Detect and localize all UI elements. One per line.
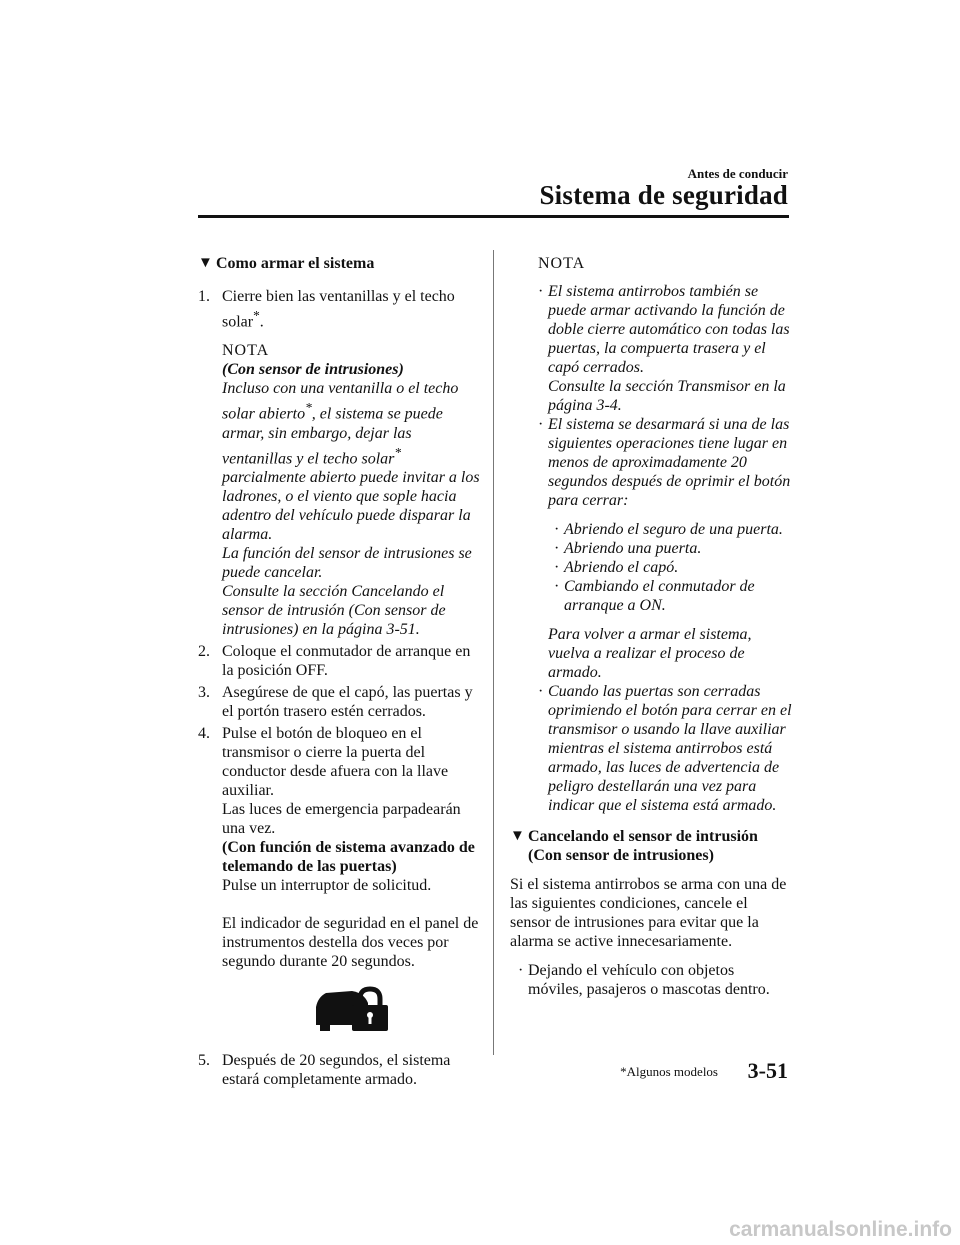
step-3: 3. Asegúrese de que el capó, las puertas y el portón trasero estén cerrados. [198,683,473,720]
triangle-icon: ▼ [510,828,525,844]
note-bullet: · Cuando las puertas son cerradas oprimiendo el botón para cerrar en el transmisor o usando la llave auxiliar mientras el sistema antirrobos está armado, las luces de advertencia de peligro destellarán una vez para indicar que el sistema está armado. [538,683,792,814]
header-rule [198,215,789,218]
list-item: · Abriendo el capó. [554,559,679,576]
note-intrusion: NOTA (Con sensor de intrusiones) Incluso con una ventanilla o el techo solar abierto*, el sistema se puede armar, sin embargo, dejar las ventanillas y el techo solar* parcialmente abierto puede invitar a los ladrones, o el viento que sople hacia adentro del vehículo puede disparar la alarma. La función del sensor de intrusiones se puede cancelar. Consulte la sección Cancelando el sensor de intrusión (Con sensor de intrusiones) en la página 3-51. [222,342,480,638]
footnote: *Algunos modelos [620,1064,718,1079]
note-label: NOTA [538,255,586,272]
cancel-paragraph: Si el sistema antirrobos se arma con una de las siguientes condiciones, cancele el sensor de intrusiones para evitar que la alarma se active innecesariamente. [510,876,787,950]
watermark: carmanualsonline.info [729,1218,952,1241]
note-bullet: · El sistema antirrobos también se puede armar activando la función de doble cierre automático con todas las puertas, la compuerta trasera y el capó cerrados. [538,283,790,376]
column-divider [493,250,494,1055]
right-column [510,254,792,999]
note-body: · El sistema antirrobos también se puede armar activando la función de doble cierre automático con todas las puertas, la compuerta trasera y el capó cerrados. Consulte la sección Transmisor en la página 3-4. · El sistema se desarmará si una de las siguientes operaciones tiene lugar en menos de aproximadamente 20 segundos después de oprimir el botón para cerrar: · Abriendo el seguro de una puerta. · Abriendo una puerta. · Abriendo el capó. · Cambiando el conmutador de arranque a ON. Para volver a armar el sistema, vuelva a realizar el proceso de armado. · Cuando las puertas son cerradas oprimiendo el botón para cerrar en el transmisor o usando la llave auxiliar mientras el sistema antirrobos está armado, las luces de advertencia de peligro destellarán una vez para indicar que el sistema está armado. [538,283,792,814]
list-item: · Dejando el vehículo con objetos móviles, pasajeros o mascotas dentro. [518,962,770,998]
list-item: · Abriendo una puerta. [554,540,702,557]
step-1: 1. Cierre bien las ventanillas y el techo solar*. [198,288,455,331]
page-number: 3-51 [747,1058,788,1083]
step-5: 5. Después de 20 segundos, el sistema estará completamente armado. [198,1051,451,1088]
section-heading-cancel: ▼ Cancelando el sensor de intrusión (Con sensor de intrusiones) [510,828,758,864]
list-item: · Abriendo el seguro de una puerta. [554,521,783,538]
list-item: · Cambiando el conmutador de arranque a ON. [554,578,755,614]
triangle-icon: ▼ [198,255,213,271]
step-2: 2. Coloque el conmutador de arranque en la posición OFF. [198,642,471,679]
header-subtitle: Antes de conducir [687,166,788,181]
section-heading-arm: ▼ Como armar el sistema [198,255,375,272]
sub-bullet-list [538,520,792,615]
left-column [198,254,480,1089]
note-bullet: · El sistema se desarmará si una de las siguientes operaciones tiene lugar en menos de aproximadamente 20 segundos después de oprimir el botón para cerrar: [538,416,791,509]
page-title: Sistema de seguridad [539,180,788,210]
security-indicator-icon [312,985,390,1033]
step-4: 4. Pulse el botón de bloqueo en el transmisor o cierre la puerta del conductor desde afuera con la llave auxiliar. Las luces de emergencia parpadearán una vez. (Con función de sistema avanzado de telemando de las puertas) Pulse un interruptor de solicitud. El indicador de seguridad en el panel de instrumentos destella dos veces por segundo durante 20 segundos. [198,724,480,1043]
